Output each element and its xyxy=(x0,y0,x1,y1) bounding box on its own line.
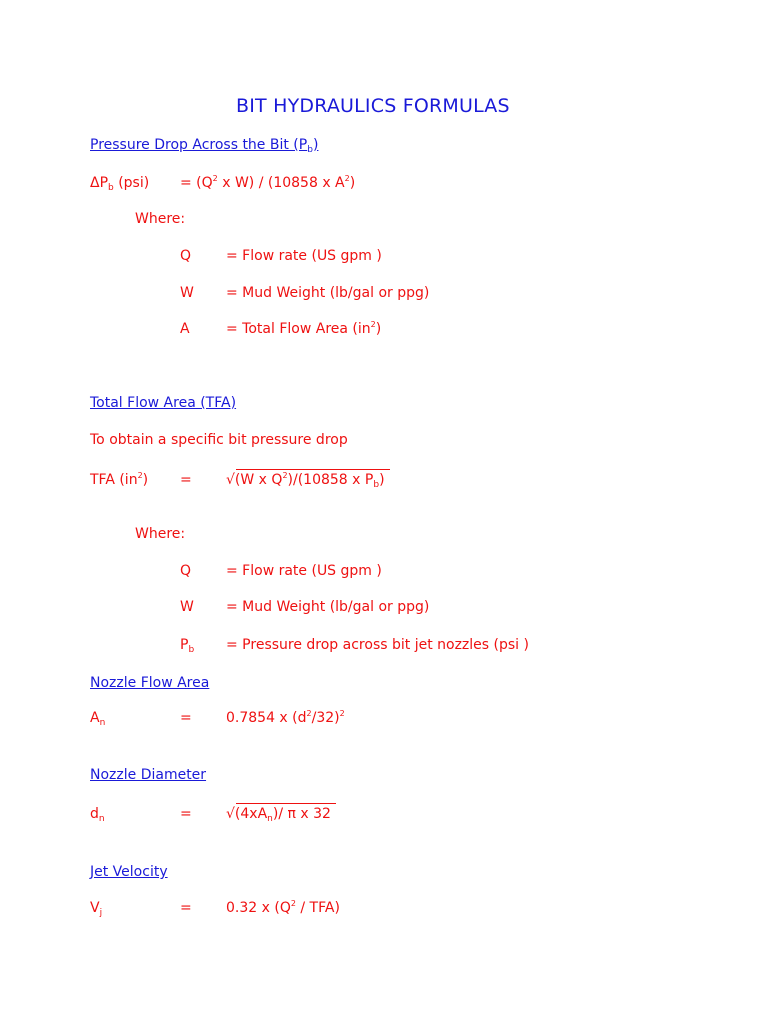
formula-lhs-nozzle-diameter xyxy=(90,806,105,822)
radical-expression xyxy=(226,806,331,822)
heading-pressure-drop xyxy=(90,137,318,153)
formula-lhs-tfa xyxy=(90,472,148,488)
sqrt-icon: √ xyxy=(226,806,235,822)
rhs-sub: b xyxy=(373,480,380,490)
lhs-sub: n xyxy=(98,814,105,824)
var-symbol: W xyxy=(180,599,194,615)
rhs-part-b: )/(10858 x P xyxy=(287,472,374,488)
lhs-unit: (psi) xyxy=(113,175,150,191)
heading-subscript: b xyxy=(307,145,313,155)
rhs-part-a: (W x Q xyxy=(234,472,283,488)
lhs-text: TFA (in xyxy=(90,472,138,488)
var-symbol xyxy=(180,637,194,653)
rhs-part-b: )/ π x 32 xyxy=(272,806,331,822)
heading-close: ) xyxy=(312,137,319,153)
heading-jet-velocity: Jet Velocity xyxy=(90,864,168,880)
var-description xyxy=(226,321,381,337)
rhs-sup-1: 2 xyxy=(212,174,218,183)
delta-p: ΔP xyxy=(90,175,109,191)
lhs-text: V xyxy=(90,900,100,916)
rhs-sub: n xyxy=(267,814,273,824)
where-label: Where: xyxy=(135,211,186,227)
rhs-sup-2: 2 xyxy=(339,709,345,718)
formula-rhs-nozzle-diameter xyxy=(226,806,331,822)
radical-bar xyxy=(236,469,390,470)
where-label: Where: xyxy=(135,526,186,542)
equals-sign: = xyxy=(180,806,192,822)
lhs-sub: n xyxy=(99,718,106,728)
rhs-part-b: /32) xyxy=(311,710,340,726)
sqrt-icon: √ xyxy=(226,472,235,488)
rhs-part-c: ) xyxy=(379,472,385,488)
lhs-close: ) xyxy=(142,472,149,488)
var-description: = Flow rate (US gpm ) xyxy=(226,248,382,264)
var-description: = Pressure drop across bit jet nozzles (psi ) xyxy=(226,637,529,653)
var-description: = Mud Weight (lb/gal or ppg) xyxy=(226,599,430,615)
formula-rhs-jet-velocity xyxy=(226,900,340,916)
var-symbol: A xyxy=(180,321,190,337)
var-description: = Flow rate (US gpm ) xyxy=(226,563,382,579)
rhs-part-a: (4xA xyxy=(234,806,268,822)
lhs-text: A xyxy=(90,710,100,726)
var-symbol: Q xyxy=(180,248,192,264)
heading-nozzle-flow-area: Nozzle Flow Area xyxy=(90,675,210,691)
equals-sign: = xyxy=(180,472,192,488)
rhs-sup-1: 2 xyxy=(306,709,312,718)
rhs-part-c: ) xyxy=(349,175,356,191)
desc-text: = Total Flow Area (in xyxy=(226,321,371,337)
radical-expression xyxy=(226,472,385,488)
lhs-sub: j xyxy=(99,908,103,918)
var-symbol: Q xyxy=(180,563,192,579)
formula-lhs-nozzle-area xyxy=(90,710,105,726)
lhs-subscript: b xyxy=(108,183,114,193)
formula-lhs-jet-velocity xyxy=(90,900,102,916)
rhs-part-a: 0.32 x (Q xyxy=(226,900,291,916)
rhs-sup: 2 xyxy=(282,471,288,480)
page-title: BIT HYDRAULICS FORMULAS xyxy=(236,95,510,117)
tfa-intro: To obtain a specific bit pressure drop xyxy=(90,432,348,448)
rhs-part-b: x W) / (10858 x A xyxy=(217,175,345,191)
heading-tfa: Total Flow Area (TFA) xyxy=(90,395,237,411)
sym-text: P xyxy=(180,637,189,653)
equals-sign: = xyxy=(180,710,192,726)
formula-rhs-nozzle-area xyxy=(226,710,345,726)
rhs-part-a: 0.7854 x (d xyxy=(226,710,307,726)
equals-sign: = xyxy=(180,900,192,916)
formula-lhs-pressure-drop xyxy=(90,175,149,191)
heading-text: Pressure Drop Across the Bit (P xyxy=(90,137,308,153)
desc-close: ) xyxy=(375,321,382,337)
heading-nozzle-diameter: Nozzle Diameter xyxy=(90,767,207,783)
formula-rhs-tfa xyxy=(226,472,385,488)
rhs-sup-2: 2 xyxy=(344,174,350,183)
rhs-part-b: / TFA) xyxy=(295,900,340,916)
formula-rhs-pressure-drop xyxy=(180,175,355,191)
radical-bar xyxy=(236,803,336,804)
rhs-sup: 2 xyxy=(290,899,296,908)
sym-sub: b xyxy=(188,645,195,655)
var-description: = Mud Weight (lb/gal or ppg) xyxy=(226,285,430,301)
rhs-part-a: = (Q xyxy=(180,175,213,191)
desc-sup: 2 xyxy=(370,320,376,329)
var-symbol: W xyxy=(180,285,194,301)
lhs-sup: 2 xyxy=(137,471,143,480)
lhs-text: d xyxy=(90,806,99,822)
